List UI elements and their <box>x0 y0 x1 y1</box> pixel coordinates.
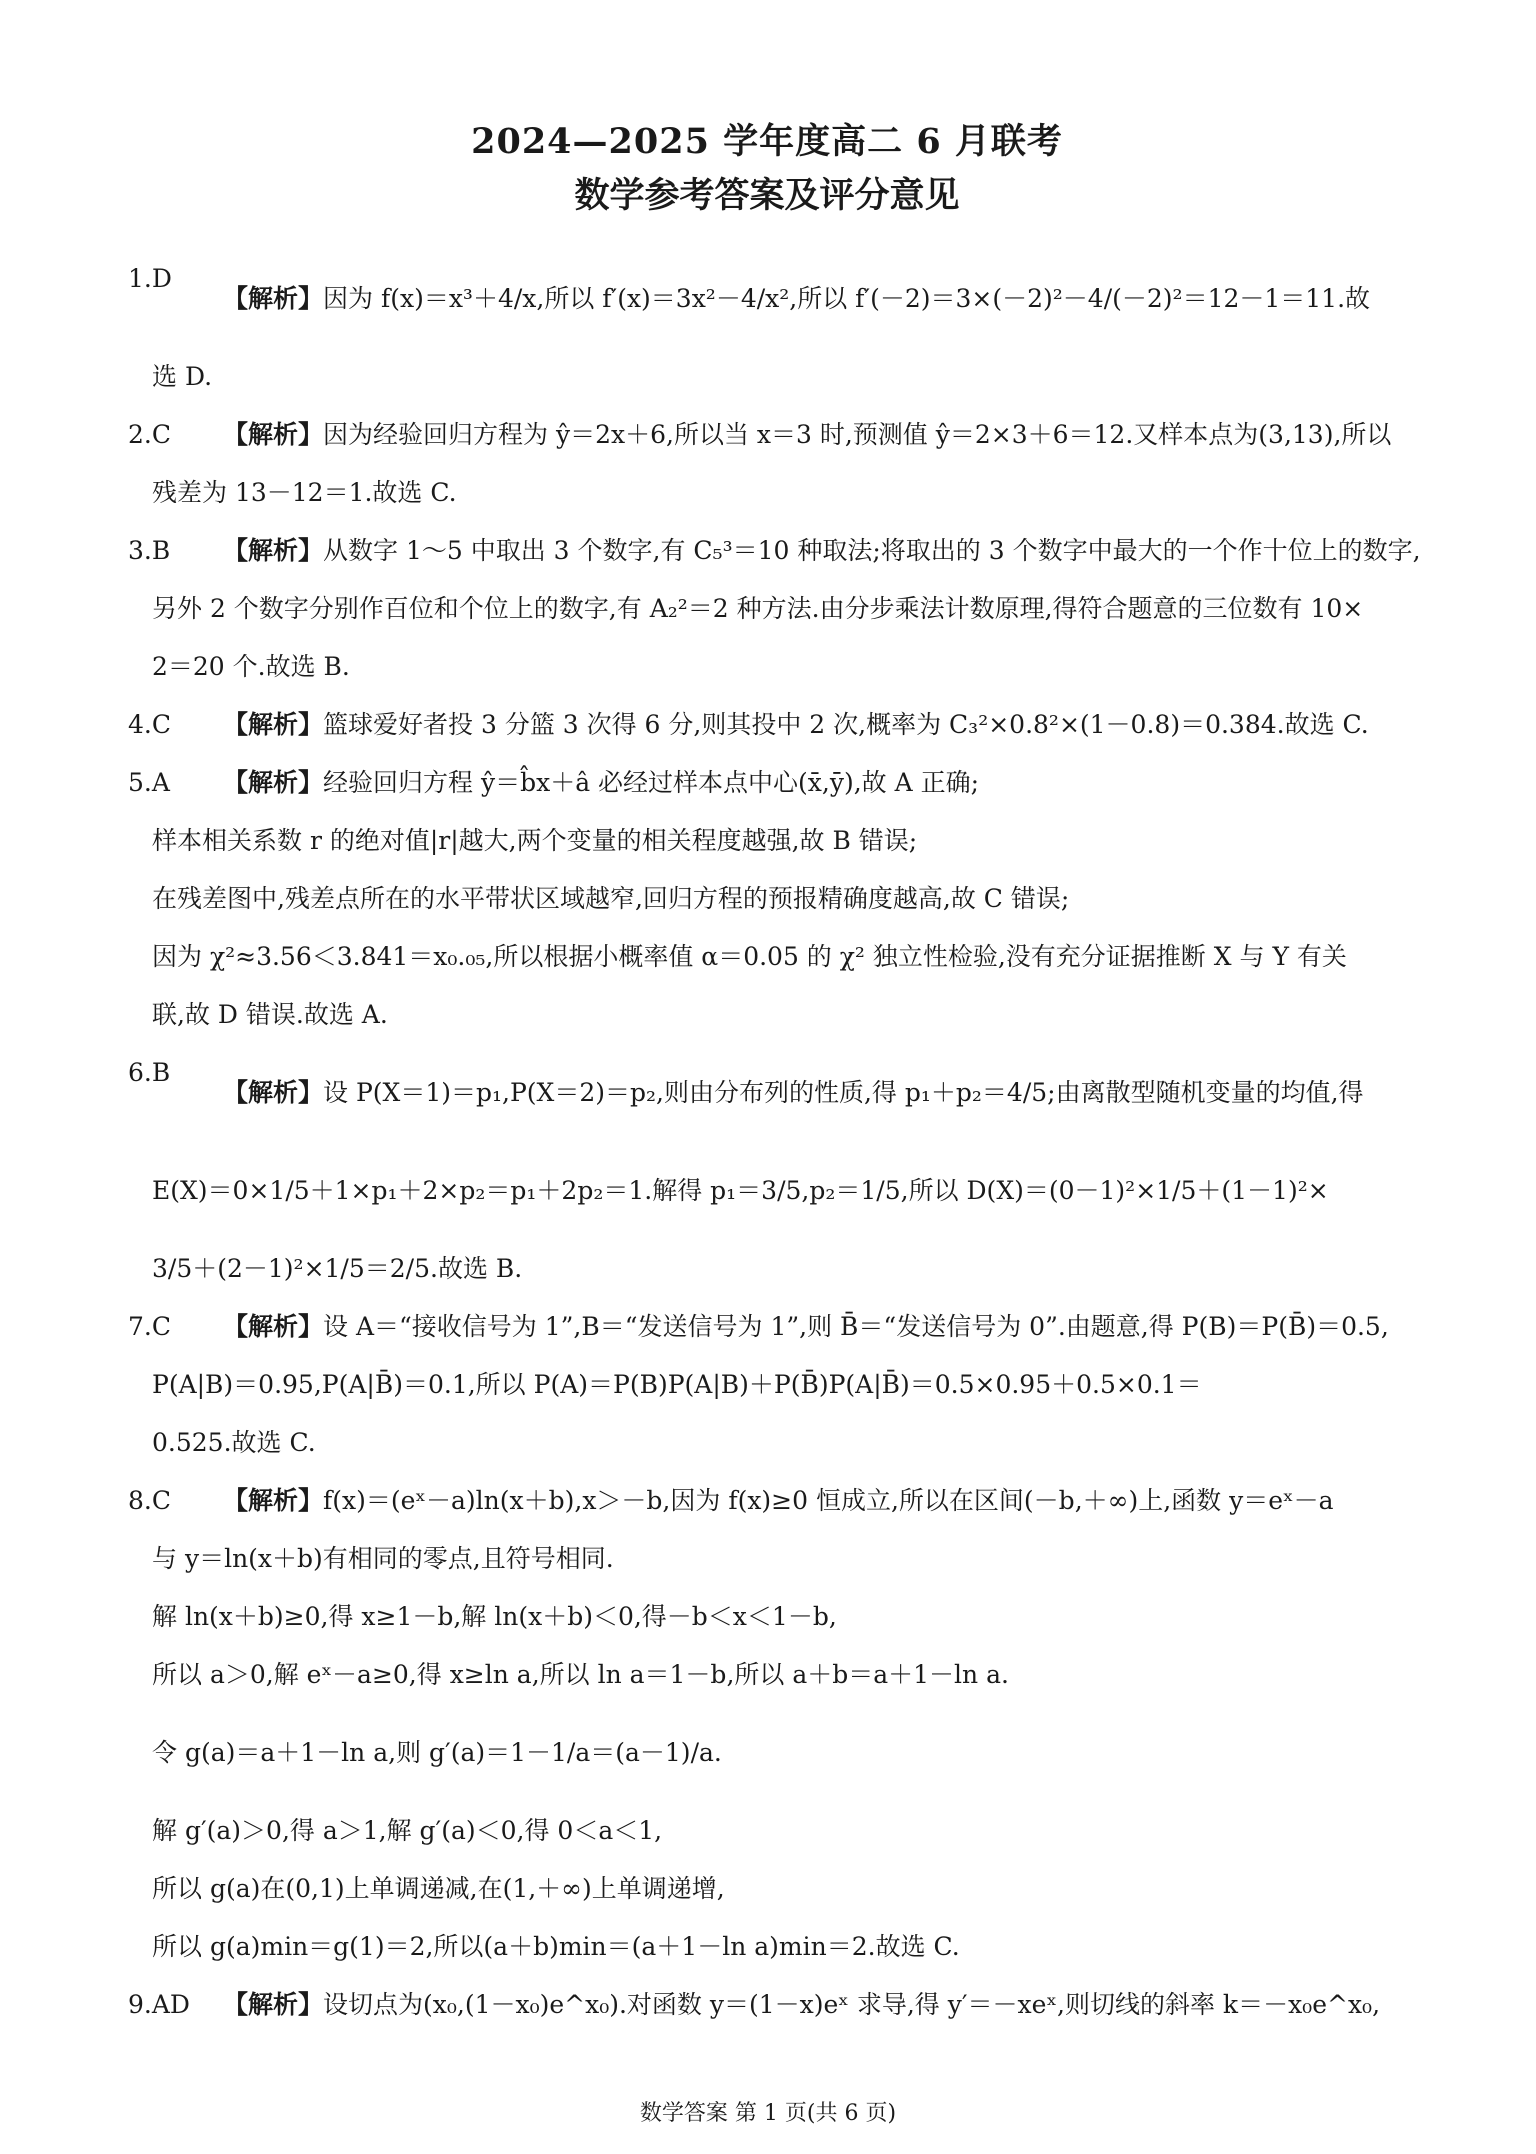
question-item <box>128 406 1406 522</box>
explanation-text: 解 ln(x＋b)≥0,得 x≥1－b,解 ln(x＋b)＜0,得－b＜x＜1－b, <box>152 1602 837 1631</box>
question-item <box>128 1976 1406 2034</box>
explanation-text: 2＝20 个.故选 B. <box>152 652 350 681</box>
question-number: 6.B <box>128 1058 171 1087</box>
document-subtitle: 数学参考答案及评分意见 <box>574 176 960 216</box>
question-number: 3.B <box>128 536 171 565</box>
explanation-text: 从数字 1～5 中取出 3 个数字,有 C₅³＝10 种取法;将取出的 3 个数字中最大的一个作十位上的数字, <box>323 536 1421 565</box>
explanation-text: 因为 f(x)＝x³＋4/x,所以 f′(x)＝3x²－4/x²,所以 f′(－2)＝3×(－2)²－4/(－2)²＝12－1＝11.故 <box>323 284 1371 313</box>
analysis-tag: 【解析】 <box>223 536 324 565</box>
question-number: 1.D <box>128 264 172 293</box>
question-item <box>128 754 1406 1044</box>
explanation-text: 0.525.故选 C. <box>152 1428 316 1457</box>
explanation-line <box>128 1414 1406 1472</box>
explanation-text: 所以 a＞0,解 eˣ－a≥0,得 x≥ln a,所以 ln a＝1－b,所以 a＋b＝a＋1－ln a. <box>152 1660 1009 1689</box>
explanation-text: 所以 g(a)min＝g(1)＝2,所以(a＋b)min＝(a＋1－ln a)min＝2.故选 C. <box>152 1932 960 1961</box>
explanation-text: 联,故 D 错误.故选 A. <box>152 1000 388 1029</box>
explanation-line <box>223 696 1406 754</box>
explanation-line <box>128 1142 1406 1240</box>
explanation-text: 因为经验回归方程为 ŷ＝2x＋6,所以当 x＝3 时,预测值 ŷ＝2×3＋6＝12.又样本点为(3,13),所以 <box>323 420 1392 449</box>
explanation-line <box>128 1802 1406 1860</box>
explanation-text: 设切点为(x₀,(1－x₀)e^x₀).对函数 y＝(1－x)eˣ 求导,得 y′＝－xeˣ,则切线的斜率 k＝－x₀e^x₀, <box>323 1990 1381 2019</box>
explanation-line <box>128 986 1406 1044</box>
explanation-line <box>128 1860 1406 1918</box>
explanation-text: E(X)＝0×1/5＋1×p₁＋2×p₂＝p₁＋2p₂＝1.解得 p₁＝3/5,p₂＝1/5,所以 D(X)＝(0－1)²×1/5＋(1－1)²× <box>152 1176 1329 1205</box>
question-number: 5.A <box>128 768 170 797</box>
question-item <box>128 250 1406 406</box>
explanation-text: 残差为 13－12＝1.故选 C. <box>152 478 457 507</box>
question-number: 2.C <box>128 420 171 449</box>
explanation-line <box>128 348 1406 406</box>
explanation-text: 所以 g(a)在(0,1)上单调递减,在(1,＋∞)上单调递增, <box>152 1874 725 1903</box>
explanation-line <box>223 406 1406 464</box>
analysis-tag: 【解析】 <box>223 1078 324 1107</box>
explanation-line <box>128 812 1406 870</box>
question-item <box>128 696 1406 754</box>
analysis-tag: 【解析】 <box>223 1312 324 1341</box>
explanation-text: 解 g′(a)＞0,得 a＞1,解 g′(a)＜0,得 0＜a＜1, <box>152 1816 663 1845</box>
explanation-line <box>223 1472 1406 1530</box>
explanation-line <box>128 928 1406 986</box>
explanation-line <box>128 870 1406 928</box>
explanation-line <box>128 1588 1406 1646</box>
explanation-text: 因为 χ²≈3.56＜3.841＝x₀.₀₅,所以根据小概率值 α＝0.05 的 χ² 独立性检验,没有充分证据推断 X 与 Y 有关 <box>152 942 1347 971</box>
question-number: 9.AD <box>128 1990 190 2019</box>
explanation-line <box>128 1704 1406 1802</box>
explanation-text: 令 g(a)＝a＋1－ln a,则 g′(a)＝1－1/a＝(a－1)/a. <box>152 1738 722 1767</box>
analysis-tag: 【解析】 <box>223 1990 324 2019</box>
explanation-text: 篮球爱好者投 3 分篮 3 次得 6 分,则其投中 2 次,概率为 C₃²×0.8²×(1－0.8)＝0.384.故选 C. <box>323 710 1369 739</box>
explanation-line <box>223 1298 1406 1356</box>
explanation-text: 在残差图中,残差点所在的水平带状区域越窄,回归方程的预报精确度越高,故 C 错误; <box>152 884 1070 913</box>
page-footer: 数学答案 第 1 页(共 6 页) <box>639 2101 897 2126</box>
question-number: 7.C <box>128 1312 171 1341</box>
explanation-line <box>128 1240 1406 1298</box>
analysis-tag: 【解析】 <box>223 768 324 797</box>
question-item <box>128 1298 1406 1472</box>
explanation-text: P(A|B)＝0.95,P(A|B̄)＝0.1,所以 P(A)＝P(B)P(A|B)＋P(B̄)P(A|B̄)＝0.5×0.95＋0.5×0.1＝ <box>152 1370 1202 1399</box>
explanation-line <box>128 1530 1406 1588</box>
explanation-text: 设 A＝“接收信号为 1”,B＝“发送信号为 1”,则 B̄＝“发送信号为 0”.由题意,得 P(B)＝P(B̄)＝0.5, <box>323 1312 1389 1341</box>
question-list <box>128 250 1421 2034</box>
explanation-text: 样本相关系数 r 的绝对值|r|越大,两个变量的相关程度越强,故 B 错误; <box>152 826 918 855</box>
explanation-text: f(x)＝(eˣ－a)ln(x＋b),x＞－b,因为 f(x)≥0 恒成立,所以在区间(－b,＋∞)上,函数 y＝eˣ－a <box>323 1486 1334 1515</box>
question-item <box>128 1472 1406 1976</box>
question-number: 8.C <box>128 1486 171 1515</box>
explanation-line <box>223 754 1406 812</box>
explanation-line <box>223 1044 1406 1142</box>
explanation-line <box>128 1918 1406 1976</box>
explanation-line <box>223 522 1421 580</box>
explanation-text: 选 D. <box>152 362 213 391</box>
explanation-text: 另外 2 个数字分别作百位和个位上的数字,有 A₂²＝2 种方法.由分步乘法计数原理,得符合题意的三位数有 10× <box>152 594 1364 623</box>
explanation-text: 经验回归方程 ŷ＝b̂x＋â 必经过样本点中心(x̄,ȳ),故 A 正确; <box>323 768 980 797</box>
explanation-text: 设 P(X＝1)＝p₁,P(X＝2)＝p₂,则由分布列的性质,得 p₁＋p₂＝4/5;由离散型随机变量的均值,得 <box>323 1078 1364 1107</box>
analysis-tag: 【解析】 <box>223 284 324 313</box>
analysis-tag: 【解析】 <box>223 420 324 449</box>
question-item <box>128 1044 1406 1298</box>
question-item <box>128 522 1421 696</box>
explanation-line <box>223 250 1406 348</box>
explanation-text: 与 y＝ln(x＋b)有相同的零点,且符号相同. <box>152 1544 614 1573</box>
analysis-tag: 【解析】 <box>223 710 324 739</box>
explanation-text: 3/5＋(2－1)²×1/5＝2/5.故选 B. <box>152 1254 523 1283</box>
document-title: 2024—2025 学年度高二 6 月联考 <box>471 121 1063 162</box>
question-number: 4.C <box>128 710 171 739</box>
explanation-line <box>128 464 1406 522</box>
explanation-line <box>223 1976 1406 2034</box>
explanation-line <box>128 580 1406 638</box>
explanation-line <box>128 1646 1406 1704</box>
explanation-line <box>128 1356 1406 1414</box>
analysis-tag: 【解析】 <box>223 1486 324 1515</box>
explanation-line <box>128 638 1406 696</box>
